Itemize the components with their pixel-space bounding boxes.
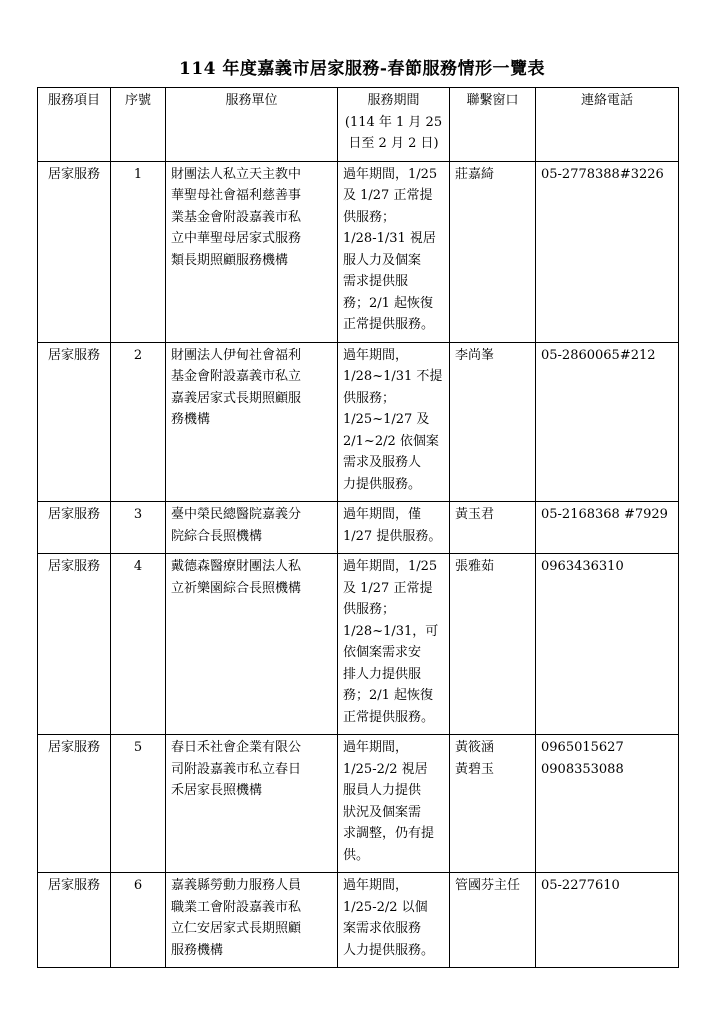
cell-service-unit-line: 服務機構 <box>171 942 224 958</box>
cell-service-unit <box>166 342 338 502</box>
cell-service-unit-line: 業基金會附設嘉義市私 <box>171 209 302 225</box>
cell-service-period <box>338 873 450 968</box>
cell-service-period-line: 需求及服務人 <box>343 455 422 470</box>
cell-service-period-line: 及 1/27 正常提 <box>343 580 433 596</box>
cell-contact-window <box>450 502 536 554</box>
cell-service-period-line: 供。 <box>343 847 370 863</box>
cell-contact-phone <box>536 502 679 554</box>
cell-contact-window <box>450 554 536 735</box>
header-service-unit: 服務單位 <box>166 88 338 162</box>
cell-service-unit-line: 春日禾社會企業有限公 <box>171 740 302 755</box>
cell-service-unit-line: 華聖母社會福利慈善事 <box>171 188 302 203</box>
table-header-row <box>38 88 679 162</box>
cell-service-period-line: 過年期間， <box>343 878 409 893</box>
table-row <box>38 342 679 502</box>
cell-serial-number: 5 <box>111 735 166 873</box>
cell-service-item: 居家服務 <box>38 342 111 502</box>
cell-service-unit-line: 嘉義居家式長期照顧服 <box>171 390 302 406</box>
cell-contact-phone-line: 0963436310 <box>541 559 624 574</box>
cell-service-period-line: 供服務； <box>343 602 396 617</box>
cell-service-period <box>338 161 450 342</box>
cell-service-period-line: 1/25-2/2 視居 <box>343 761 428 777</box>
cell-contact-window-line: 張雅茹 <box>455 559 495 574</box>
cell-service-period-line: 案需求依服務 <box>343 921 422 936</box>
cell-service-item: 居家服務 <box>38 554 111 735</box>
cell-service-period-line: 正常提供服務。 <box>343 317 435 332</box>
cell-service-period-line: 及 1/27 正常提 <box>343 188 433 203</box>
cell-contact-phone-line: 05-2860065#212 <box>541 347 656 363</box>
cell-service-period-line: 1/28~1/31，可 <box>343 623 439 639</box>
header-period-line: 日至 2 月 2 日) <box>348 136 439 151</box>
cell-contact-window <box>450 161 536 342</box>
cell-contact-phone-line: 05-2778388#3226 <box>541 166 664 182</box>
cell-contact-phone-line: 05-2277610 <box>541 878 620 893</box>
cell-service-period-line: 正常提供服務。 <box>343 709 435 725</box>
cell-service-period <box>338 342 450 502</box>
cell-service-unit-line: 立仁安居家式長期照顧 <box>171 921 302 936</box>
service-table <box>37 87 679 968</box>
cell-contact-window <box>450 735 536 873</box>
cell-service-unit-line: 務機構 <box>171 412 211 427</box>
table-body <box>38 161 679 968</box>
cell-service-period-line: 務；2/1 起恢復 <box>343 688 434 703</box>
cell-service-unit-line: 立中華聖母居家式服務 <box>171 231 302 246</box>
cell-service-period-line: 1/25-2/2 以個 <box>343 899 428 915</box>
cell-contact-window-line: 管國芬主任 <box>455 878 521 893</box>
cell-serial-number: 2 <box>111 342 166 502</box>
cell-contact-phone <box>536 161 679 342</box>
table-row <box>38 873 679 968</box>
cell-service-period-line: 人力提供服務。 <box>343 942 435 958</box>
table-row <box>38 161 679 342</box>
cell-service-period-line: 1/28-1/31 視居 <box>343 231 436 246</box>
cell-service-period-line: 過年期間， <box>343 740 409 755</box>
cell-service-period-line: 依個案需求安 <box>343 645 422 660</box>
cell-service-period-line: 過年期間，1/25 <box>343 166 438 182</box>
cell-contact-phone-line: 0965015627 <box>541 740 624 755</box>
cell-serial-number: 4 <box>111 554 166 735</box>
cell-service-period <box>338 554 450 735</box>
cell-service-period-line: 1/25~1/27 及 <box>343 412 430 427</box>
cell-service-period-line: 2/1~2/2 依個案 <box>343 433 439 449</box>
cell-contact-window-line: 黃玉君 <box>455 507 495 522</box>
cell-contact-phone <box>536 735 679 873</box>
header-service-item: 服務項目 <box>38 88 111 162</box>
cell-service-unit-line: 財團法人伊甸社會福利 <box>171 347 302 363</box>
table-row <box>38 735 679 873</box>
cell-service-period-line: 務；2/1 起恢復 <box>343 295 434 311</box>
cell-serial-number: 6 <box>111 873 166 968</box>
cell-service-unit <box>166 502 338 554</box>
cell-service-unit <box>166 161 338 342</box>
table-row <box>38 502 679 554</box>
cell-service-unit <box>166 554 338 735</box>
cell-service-period-line: 排人力提供服 <box>343 666 422 682</box>
cell-service-unit-line: 立祈樂園綜合長照機構 <box>171 580 302 596</box>
table-row <box>38 554 679 735</box>
cell-service-unit-line: 司附設嘉義市私立春日 <box>171 761 302 777</box>
cell-service-period-line: 力提供服務。 <box>343 476 422 492</box>
cell-service-unit <box>166 873 338 968</box>
cell-service-unit <box>166 735 338 873</box>
cell-contact-window-line: 李尚峯 <box>455 347 495 363</box>
cell-service-period-line: 供服務； <box>343 209 396 225</box>
cell-contact-phone <box>536 342 679 502</box>
cell-service-period-line: 1/27 提供服務。 <box>343 528 442 544</box>
cell-contact-phone-line: 05-2168368 #7929 <box>541 507 668 522</box>
cell-service-unit-line: 院綜合長照機構 <box>171 528 263 544</box>
cell-contact-phone <box>536 873 679 968</box>
cell-service-period-line: 過年期間， <box>343 347 409 363</box>
header-period-line: (114 年 1 月 25 <box>344 114 443 130</box>
cell-service-unit-line: 禾居家長照機構 <box>171 783 263 798</box>
cell-service-unit-line: 財團法人私立天主教中 <box>171 166 302 182</box>
cell-service-period-line: 服人力及個案 <box>343 252 422 268</box>
header-contact-phone: 連絡電話 <box>536 88 679 162</box>
header-serial-number: 序號 <box>111 88 166 162</box>
cell-service-period <box>338 502 450 554</box>
cell-contact-phone <box>536 554 679 735</box>
cell-contact-phone-line: 0908353088 <box>541 761 624 777</box>
cell-service-item: 居家服務 <box>38 873 111 968</box>
cell-service-unit-line: 臺中榮民總醫院嘉義分 <box>171 507 302 522</box>
cell-service-period-line: 過年期間，僅 <box>343 507 422 522</box>
header-contact-window: 聯繫窗口 <box>450 88 536 162</box>
cell-service-period-line: 求調整，仍有提 <box>343 826 435 841</box>
cell-service-unit-line: 戴德森醫療財團法人私 <box>171 559 302 574</box>
cell-service-item: 居家服務 <box>38 502 111 554</box>
cell-serial-number: 3 <box>111 502 166 554</box>
cell-service-period <box>338 735 450 873</box>
cell-service-item: 居家服務 <box>38 735 111 873</box>
cell-service-item: 居家服務 <box>38 161 111 342</box>
cell-service-period-line: 1/28~1/31 不提 <box>343 369 443 384</box>
page-title: 114 年度嘉義市居家服務-春節服務情形一覽表 <box>179 59 545 79</box>
cell-service-unit-line: 類長期照顧服務機構 <box>171 252 289 268</box>
header-service-period <box>338 88 450 162</box>
cell-contact-window <box>450 342 536 502</box>
cell-service-period-line: 供服務； <box>343 390 396 406</box>
cell-serial-number: 1 <box>111 161 166 342</box>
cell-service-period-line: 狀況及個案需 <box>343 804 422 820</box>
cell-service-unit-line: 職業工會附設嘉義市私 <box>171 899 302 915</box>
cell-service-period-line: 過年期間，1/25 <box>343 559 438 574</box>
cell-contact-window-line: 莊嘉綺 <box>455 166 495 182</box>
cell-contact-window <box>450 873 536 968</box>
header-period-line: 服務期間 <box>367 93 420 108</box>
cell-service-unit-line: 嘉義縣勞動力服務人員 <box>171 878 302 893</box>
cell-contact-window-line: 黃碧玉 <box>455 761 495 777</box>
cell-service-unit-line: 基金會附設嘉義市私立 <box>171 369 302 384</box>
cell-service-period-line: 需求提供服 <box>343 274 409 289</box>
cell-contact-window-line: 黃筱涵 <box>455 740 495 755</box>
cell-service-period-line: 服員人力提供 <box>343 783 422 798</box>
